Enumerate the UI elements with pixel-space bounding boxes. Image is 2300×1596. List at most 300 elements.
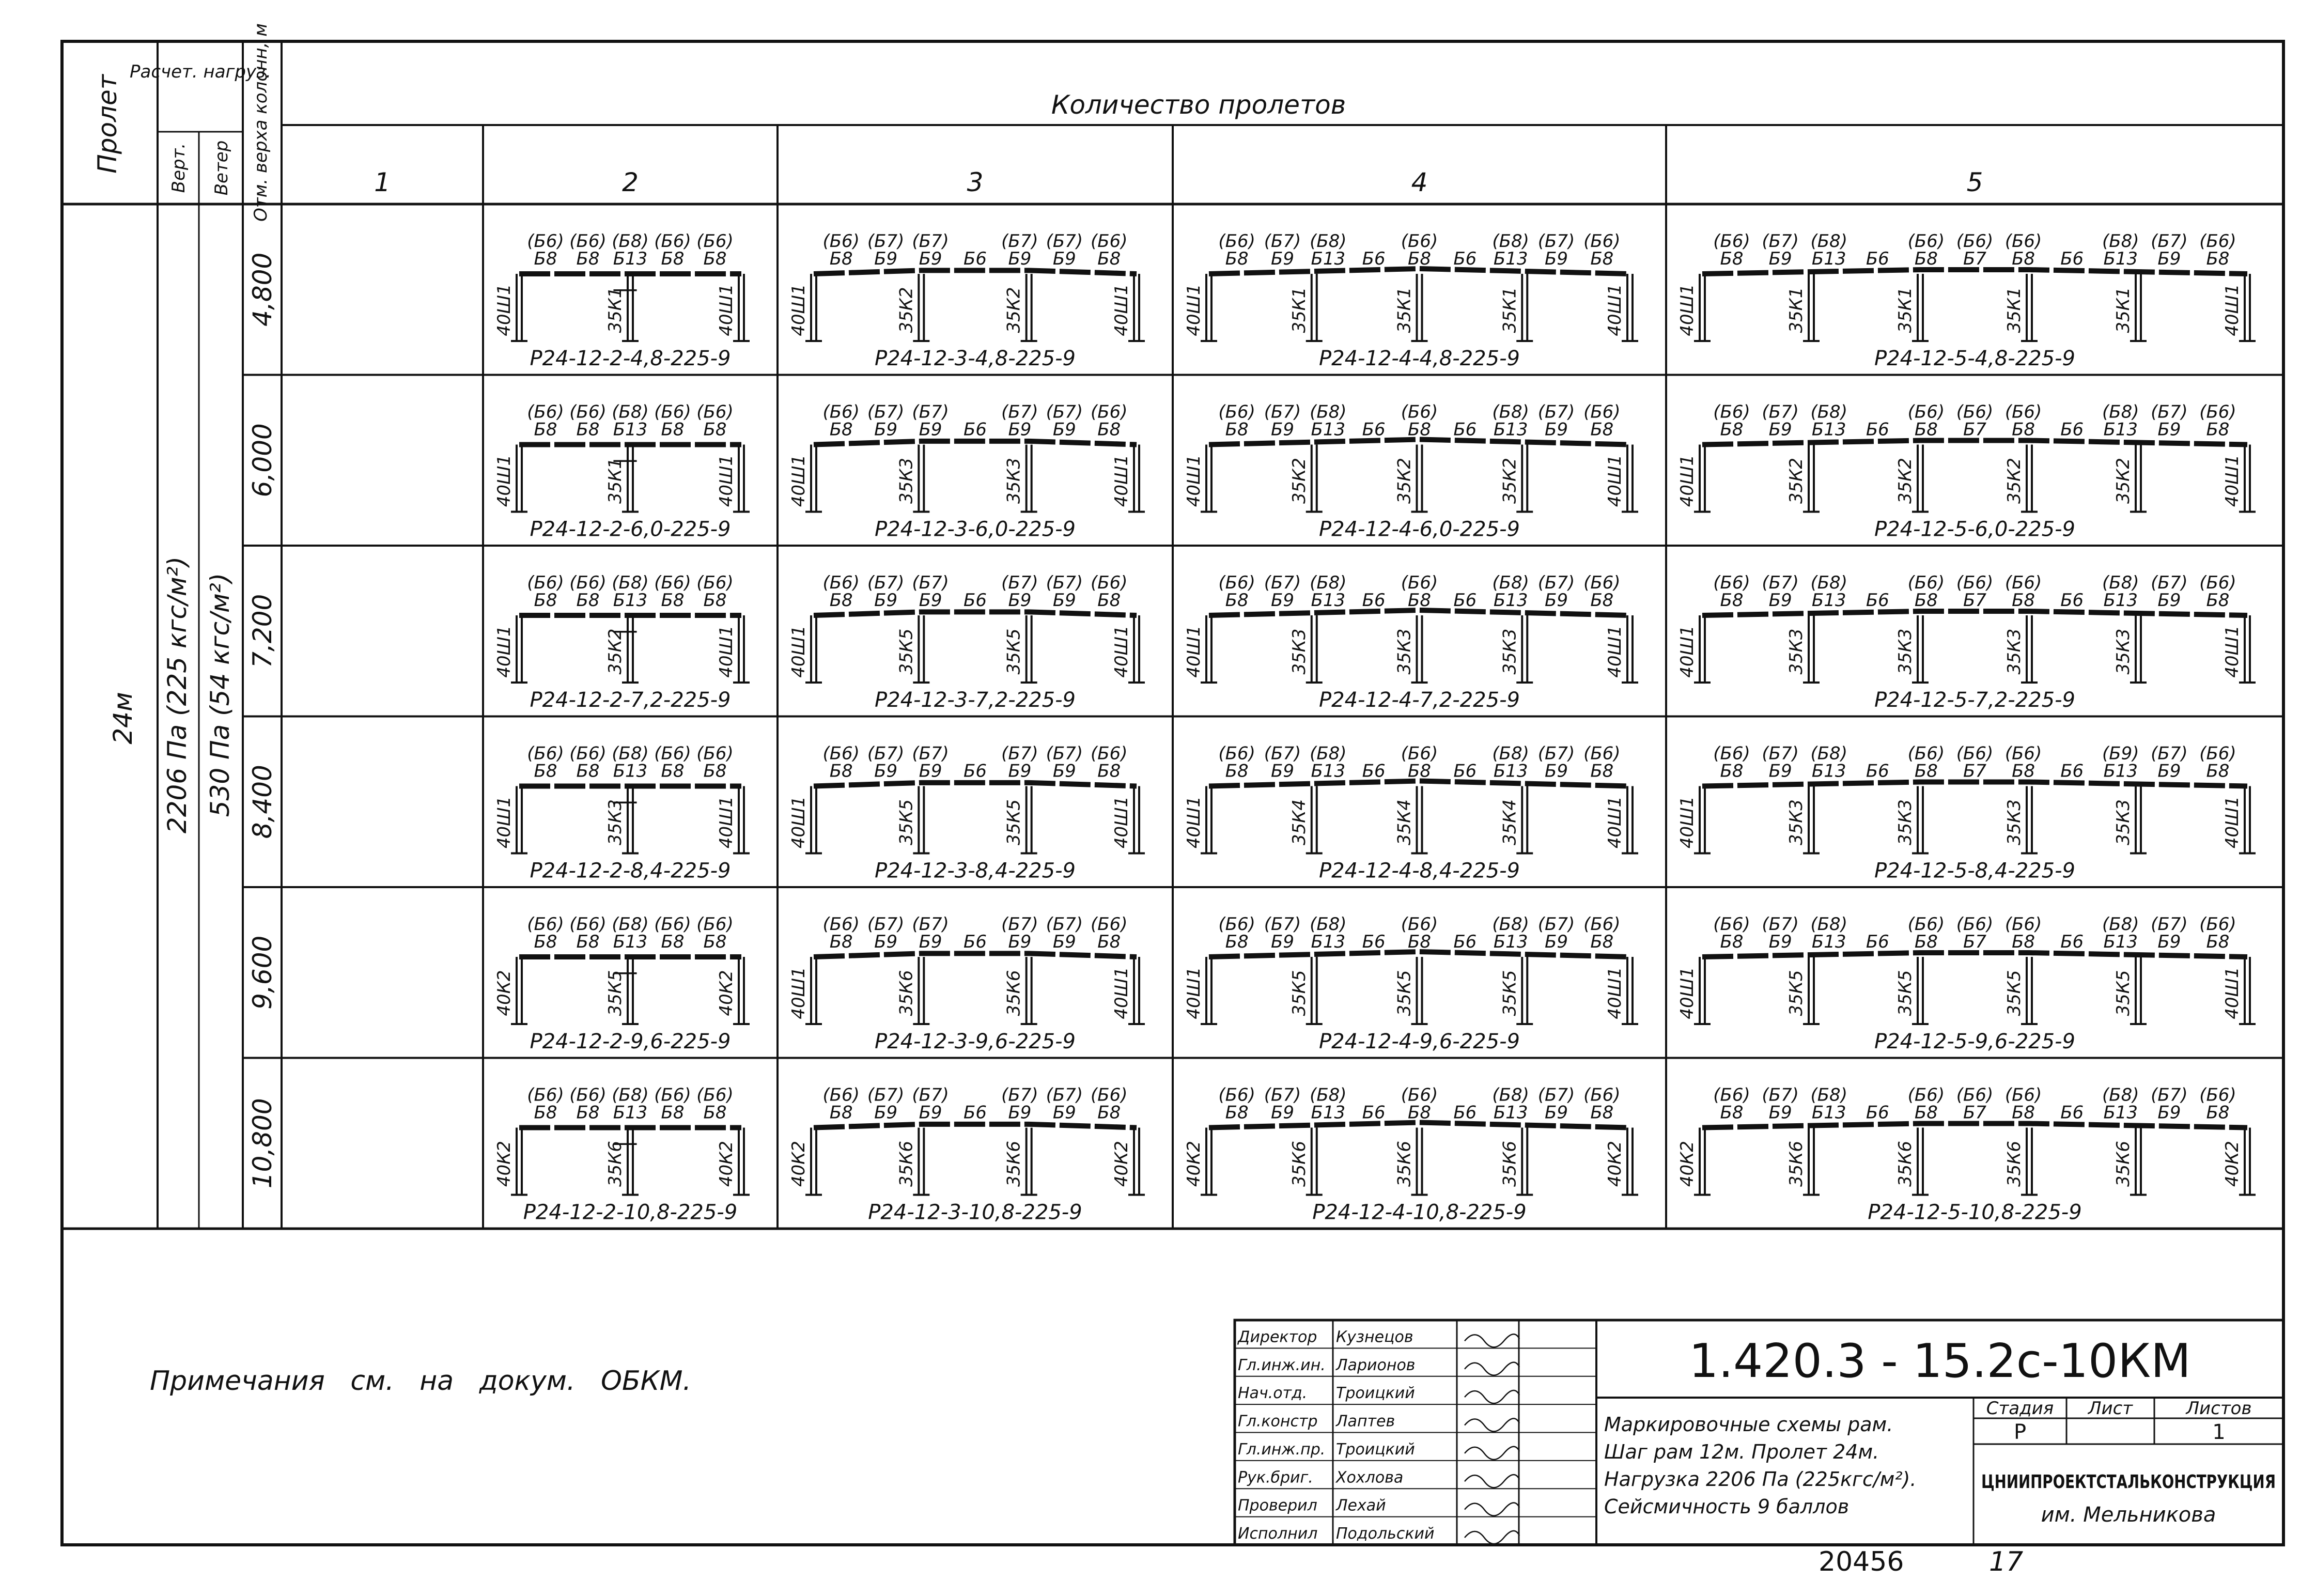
- beam-mark-bottom: Б8: [1408, 590, 1431, 611]
- beam-mark-top: (Б6): [1218, 401, 1255, 423]
- column-mark: 40Ш1: [494, 625, 515, 678]
- column-mark: 35К5: [896, 799, 917, 846]
- beam-mark-top: (Б7): [1537, 914, 1575, 935]
- beam-mark-bottom: Б9: [1052, 590, 1076, 611]
- beam-mark-top: (Б8): [2102, 401, 2139, 423]
- column-mark: 35К1: [1499, 287, 1520, 333]
- beam-mark-bottom: Б9: [1271, 1102, 1294, 1123]
- title-block-people: [1235, 1328, 1596, 1544]
- rafter-line: [814, 783, 1137, 786]
- beam-mark-top: (Б6): [1218, 1084, 1255, 1106]
- tb-name: Кузнецов: [1336, 1328, 1413, 1346]
- rafter-line: [1702, 1124, 2247, 1128]
- column-mark: 40К2: [494, 970, 515, 1016]
- beam-mark-bottom: Б13: [1493, 761, 1528, 782]
- beam-mark-top: (Б6): [2199, 231, 2236, 252]
- description-line-4: Сейсмичность 9 баллов: [1604, 1495, 1850, 1518]
- beam-mark-top: (Б7): [1264, 743, 1301, 764]
- scheme-code: Р24-12-5-9,6-225-9: [1874, 1030, 2075, 1053]
- column-mark: 40Ш1: [1605, 625, 1625, 678]
- beam-mark-top: (Б7): [1537, 572, 1575, 593]
- column-mark: 35К2: [1786, 457, 1807, 504]
- column-mark: 40Ш1: [1111, 625, 1132, 678]
- beam-mark-bottom: Б8: [576, 590, 600, 611]
- scheme-code: Р24-12-2-4,8-225-9: [530, 347, 731, 370]
- beam-mark-bottom: Б7: [1963, 1102, 1986, 1123]
- column-mark: 35К6: [896, 1140, 917, 1187]
- beam-mark-top: (Б6): [822, 231, 860, 252]
- beam-mark-top: (Б8): [1310, 914, 1347, 935]
- beam-mark-bottom: Б8: [534, 932, 557, 952]
- beam-mark-bottom: Б6: [963, 249, 987, 269]
- height-row: [247, 231, 2256, 370]
- beam-mark-bottom: Б6: [2060, 419, 2084, 440]
- beam-mark-top: (Б6): [1956, 231, 1994, 252]
- column-mark: 35К5: [1003, 799, 1024, 846]
- beam-mark-top: (Б7): [2151, 572, 2188, 593]
- beam-mark-bottom: Б7: [1963, 249, 1986, 269]
- column-mark: 35К6: [1003, 1140, 1024, 1187]
- beam-mark-bottom: Б13: [1493, 249, 1528, 269]
- column-mark: 40К2: [716, 970, 737, 1016]
- beam-mark-top: (Б7): [867, 572, 905, 593]
- beam-mark-top: (Б6): [696, 743, 734, 764]
- beam-mark-bottom: Б9: [1271, 590, 1294, 611]
- beam-mark-bottom: Б13: [2103, 249, 2138, 269]
- beam-mark-top: (Б6): [1907, 231, 1945, 252]
- description-line-1: Маркировочные схемы рам.: [1604, 1413, 1893, 1436]
- beam-mark-top: (Б6): [2004, 743, 2042, 764]
- beam-mark-top: (Б7): [867, 914, 905, 935]
- beam-mark-bottom: Б9: [2157, 761, 2181, 782]
- rafter-line: [1209, 1123, 1630, 1128]
- beam-mark-bottom: Б9: [1008, 419, 1032, 440]
- beam-mark-bottom: Б9: [1008, 932, 1032, 952]
- beam-mark-bottom: Б9: [919, 932, 942, 952]
- beam-mark-bottom: Б13: [1493, 1102, 1528, 1123]
- beam-mark-bottom: Б8: [703, 932, 727, 952]
- beam-mark-bottom: Б13: [2103, 1102, 2138, 1123]
- column-mark: 40К2: [2222, 1140, 2243, 1187]
- frame-scheme: [1677, 572, 2256, 712]
- beam-mark-bottom: Б8: [1914, 761, 1938, 782]
- scheme-code: Р24-12-4-7,2-225-9: [1319, 688, 1520, 712]
- beam-mark-bottom: Б8: [534, 419, 557, 440]
- beam-mark-top: (Б7): [1537, 231, 1575, 252]
- beam-mark-bottom: Б9: [874, 419, 898, 440]
- beam-mark-top: (Б6): [1583, 401, 1621, 423]
- column-mark: 35К1: [1895, 287, 1916, 333]
- beam-mark-top: (Б6): [1401, 1084, 1438, 1106]
- signature-scribble: [1465, 1503, 1519, 1516]
- beam-mark-top: (Б6): [1956, 401, 1994, 423]
- beam-mark-top: (Б7): [1264, 572, 1301, 593]
- beam-mark-top: (Б6): [1956, 572, 1994, 593]
- beam-mark-top: (Б6): [1713, 743, 1750, 764]
- beam-mark-top: (Б8): [1492, 401, 1529, 423]
- scheme-code: Р24-12-5-4,8-225-9: [1874, 347, 2075, 370]
- column-mark: 35К5: [1895, 970, 1916, 1016]
- beam-mark-top: (Б7): [1762, 401, 1799, 423]
- column-mark: 40Ш1: [494, 454, 515, 507]
- beam-mark-bottom: Б8: [829, 761, 853, 782]
- tb-name: Подольский: [1336, 1525, 1435, 1543]
- beam-mark-bottom: Б8: [829, 932, 853, 952]
- beam-mark-top: (Б8): [2102, 231, 2139, 252]
- tb-role: Гл.констр: [1238, 1412, 1318, 1431]
- column-mark: 35К3: [2113, 799, 2134, 846]
- beam-mark-bottom: Б13: [613, 419, 648, 440]
- span-count-labels: [374, 167, 1983, 197]
- beam-mark-top: (Б6): [1713, 914, 1750, 935]
- beam-mark-bottom: Б9: [2157, 249, 2181, 269]
- beam-mark-bottom: Б8: [576, 932, 600, 952]
- beam-mark-bottom: Б9: [874, 761, 898, 782]
- sheet-label: Лист: [2088, 1398, 2133, 1419]
- column-mark: 40Ш1: [1184, 284, 1204, 336]
- span-count-label: 2: [622, 167, 639, 197]
- beam-mark-bottom: Б8: [2206, 1102, 2230, 1123]
- tb-role: Директор: [1238, 1328, 1317, 1346]
- scheme-code: Р24-12-4-8,4-225-9: [1319, 859, 1520, 883]
- beam-mark-top: (Б7): [1264, 401, 1301, 423]
- beam-mark-top: (Б7): [1537, 401, 1575, 423]
- beam-mark-bottom: Б13: [1811, 761, 1846, 782]
- scheme-code: Р24-12-4-9,6-225-9: [1319, 1030, 1520, 1053]
- beam-mark-top: (Б7): [1264, 914, 1301, 935]
- beam-mark-bottom: Б8: [1590, 761, 1614, 782]
- tb-name: Ларионов: [1336, 1356, 1416, 1374]
- beam-mark-bottom: Б6: [1362, 590, 1386, 611]
- beam-mark-top: (Б7): [867, 231, 905, 252]
- beam-mark-bottom: Б6: [1453, 932, 1477, 952]
- sheets-label: Листов: [2186, 1398, 2252, 1419]
- beam-mark-bottom: Б8: [1225, 590, 1249, 611]
- column-mark: 40Ш1: [716, 284, 737, 336]
- beam-mark-top: (Б6): [527, 743, 564, 764]
- beam-mark-bottom: Б8: [1408, 249, 1431, 269]
- frame-scheme: [1677, 231, 2256, 370]
- beam-mark-top: (Б8): [1492, 743, 1529, 764]
- height-row: [247, 402, 2256, 541]
- beam-mark-bottom: Б6: [963, 590, 987, 611]
- column-mark: 40Ш1: [1111, 454, 1132, 507]
- beam-mark-bottom: Б13: [1811, 932, 1846, 952]
- frame-scheme: [1184, 914, 1638, 1053]
- beam-mark-bottom: Б8: [703, 590, 727, 611]
- tb-name: Хохлова: [1336, 1468, 1404, 1487]
- beam-mark-top: (Б7): [1264, 231, 1301, 252]
- beam-mark-bottom: Б8: [576, 419, 600, 440]
- beam-mark-bottom: Б8: [1720, 1102, 1744, 1123]
- column-mark: 35К5: [1394, 970, 1415, 1016]
- beam-mark-top: (Б6): [2199, 743, 2236, 764]
- beam-mark-top: (Б6): [2199, 572, 2236, 593]
- beam-mark-bottom: Б8: [1097, 761, 1121, 782]
- beam-mark-bottom: Б8: [661, 590, 685, 611]
- beam-mark-top: (Б7): [2151, 743, 2188, 764]
- beam-mark-top: (Б6): [527, 231, 564, 252]
- header-col-span: Пролет: [92, 74, 122, 174]
- beam-mark-top: (Б6): [1091, 401, 1128, 423]
- beam-mark-bottom: Б8: [2206, 249, 2230, 269]
- beam-mark-bottom: Б13: [613, 932, 648, 952]
- column-mark: 35К6: [2113, 1140, 2134, 1187]
- beam-mark-top: (Б6): [2004, 231, 2042, 252]
- beam-mark-top: (Б6): [527, 914, 564, 935]
- column-mark: 40К2: [788, 1140, 809, 1187]
- beam-mark-bottom: Б6: [1866, 932, 1889, 952]
- inventory-number: 20456: [1819, 1546, 1904, 1577]
- beam-mark-bottom: Б6: [1866, 761, 1889, 782]
- beam-mark-bottom: Б9: [1545, 419, 1568, 440]
- column-mark: 35К1: [2113, 287, 2134, 333]
- beam-mark-top: (Б6): [822, 1084, 860, 1106]
- column-mark: 35К5: [1786, 970, 1807, 1016]
- beam-mark-top: (Б6): [2004, 1084, 2042, 1106]
- tb-role: Нач.отд.: [1238, 1384, 1308, 1403]
- beam-mark-top: (Б7): [1046, 1084, 1083, 1106]
- beam-mark-top: (Б7): [1762, 1084, 1799, 1106]
- column-mark: 40Ш1: [494, 284, 515, 336]
- beam-mark-top: (Б6): [654, 1084, 691, 1106]
- beam-mark-bottom: Б6: [963, 761, 987, 782]
- beam-mark-bottom: Б9: [1545, 1102, 1568, 1123]
- stage-label: Стадия: [1986, 1398, 2054, 1419]
- column-mark: 40Ш1: [1184, 625, 1204, 678]
- beam-mark-top: (Б6): [1713, 572, 1750, 593]
- beam-mark-top: (Б6): [696, 401, 734, 423]
- beam-mark-bottom: Б9: [1052, 419, 1076, 440]
- scheme-code: Р24-12-2-6,0-225-9: [530, 517, 731, 541]
- column-mark: 35К6: [1786, 1140, 1807, 1187]
- span-count-label: 4: [1411, 167, 1428, 197]
- beam-mark-bottom: Б8: [2012, 419, 2035, 440]
- column-mark: 40Ш1: [716, 625, 737, 678]
- beam-mark-bottom: Б8: [1590, 590, 1614, 611]
- column-mark: 40К2: [494, 1140, 515, 1187]
- beam-mark-top: (Б7): [1537, 1084, 1575, 1106]
- column-mark: 35К1: [605, 287, 626, 333]
- frame-scheme: [1184, 1085, 1638, 1225]
- beam-mark-top: (Б6): [527, 401, 564, 423]
- column-mark: 35К4: [1394, 799, 1415, 846]
- column-mark: 35К1: [2004, 287, 2025, 333]
- column-mark: 40Ш1: [1111, 967, 1132, 1019]
- column-mark: 40К2: [1111, 1140, 1132, 1187]
- beam-mark-top: (Б6): [569, 914, 607, 935]
- scheme-code: Р24-12-3-4,8-225-9: [875, 347, 1076, 370]
- beam-mark-bottom: Б13: [2103, 419, 2138, 440]
- beam-mark-top: (Б6): [2199, 401, 2236, 423]
- column-mark: 35К3: [1895, 799, 1916, 846]
- tb-role: Гл.инж.пр.: [1238, 1440, 1326, 1459]
- beam-mark-bottom: Б6: [1362, 761, 1386, 782]
- description-line-2: Шаг рам 12м. Пролет 24м.: [1604, 1440, 1879, 1463]
- beam-mark-bottom: Б6: [1362, 249, 1386, 269]
- column-mark: 35К2: [2004, 457, 2025, 504]
- tb-name: Лехай: [1336, 1496, 1386, 1515]
- beam-mark-bottom: Б8: [1097, 419, 1121, 440]
- frame-scheme: [788, 914, 1145, 1053]
- beam-mark-top: (Б6): [1907, 914, 1945, 935]
- beam-mark-bottom: Б8: [534, 590, 557, 611]
- description-line-3: Нагрузка 2206 Па (225кгс/м²).: [1604, 1468, 1917, 1491]
- scheme-code: Р24-12-5-7,2-225-9: [1874, 688, 2075, 712]
- beam-mark-bottom: Б9: [1008, 590, 1032, 611]
- beam-mark-bottom: Б8: [1225, 419, 1249, 440]
- beam-mark-top: (Б6): [654, 401, 691, 423]
- beam-mark-top: (Б6): [1583, 231, 1621, 252]
- beam-mark-bottom: Б6: [2060, 590, 2084, 611]
- height-value: 4,800: [247, 252, 277, 327]
- beam-mark-bottom: Б13: [2103, 932, 2138, 952]
- column-mark: 35К3: [2113, 628, 2134, 675]
- tb-name: Троицкий: [1336, 1384, 1415, 1403]
- column-mark: 35К2: [1895, 457, 1916, 504]
- beam-mark-bottom: Б8: [661, 932, 685, 952]
- stage-value: Р: [2013, 1420, 2027, 1444]
- beam-mark-bottom: Б13: [1811, 590, 1846, 611]
- column-mark: 35К3: [2004, 628, 2025, 675]
- beam-mark-bottom: Б8: [661, 419, 685, 440]
- beam-mark-bottom: Б6: [2060, 249, 2084, 269]
- beam-mark-top: (Б7): [1762, 231, 1799, 252]
- beam-mark-top: (Б8): [612, 572, 649, 593]
- column-mark: 40К2: [1184, 1140, 1204, 1187]
- column-mark: 40Ш1: [1677, 284, 1698, 336]
- beam-mark-bottom: Б9: [874, 249, 898, 269]
- column-mark: 40Ш1: [1111, 796, 1132, 849]
- beam-mark-top: (Б7): [912, 1084, 949, 1106]
- beam-mark-bottom: Б6: [1866, 419, 1889, 440]
- beam-mark-top: (Б7): [2151, 231, 2188, 252]
- beam-mark-top: (Б7): [2151, 401, 2188, 423]
- column-mark: 35К5: [1499, 970, 1520, 1016]
- beam-mark-bottom: Б6: [2060, 1102, 2084, 1123]
- frame-scheme: [1184, 231, 1638, 370]
- beam-mark-bottom: Б8: [576, 1102, 600, 1123]
- scheme-code: Р24-12-2-7,2-225-9: [530, 688, 731, 712]
- beam-mark-top: (Б8): [1810, 572, 1847, 593]
- beam-mark-bottom: Б8: [1408, 932, 1431, 952]
- beam-mark-top: (Б6): [696, 572, 734, 593]
- beam-mark-top: (Б8): [1810, 231, 1847, 252]
- beam-mark-top: (Б6): [1956, 743, 1994, 764]
- beam-mark-bottom: Б13: [1311, 419, 1346, 440]
- beam-mark-top: (Б6): [654, 743, 691, 764]
- frame-scheme: [788, 572, 1145, 712]
- tb-role: Исполнил: [1238, 1525, 1318, 1543]
- column-mark: 35К6: [1003, 970, 1024, 1016]
- column-mark: 40Ш1: [2222, 796, 2243, 849]
- beam-mark-bottom: Б8: [2206, 590, 2230, 611]
- frame-scheme: [788, 743, 1145, 883]
- beam-mark-bottom: Б6: [1453, 590, 1477, 611]
- beam-mark-bottom: Б9: [1768, 590, 1792, 611]
- beam-mark-bottom: Б9: [2157, 932, 2181, 952]
- beam-mark-bottom: Б8: [1914, 932, 1938, 952]
- beam-mark-bottom: Б9: [1768, 419, 1792, 440]
- beam-mark-bottom: Б8: [576, 249, 600, 269]
- rafter-line: [814, 953, 1137, 957]
- scheme-code: Р24-12-3-10,8-225-9: [868, 1200, 1082, 1225]
- beam-mark-top: (Б6): [654, 572, 691, 593]
- tb-name: Троицкий: [1336, 1440, 1415, 1459]
- beam-mark-top: (Б6): [1218, 572, 1255, 593]
- beam-mark-top: (Б8): [1810, 401, 1847, 423]
- tb-role: Гл.инж.ин.: [1238, 1356, 1326, 1374]
- rafter-line: [1209, 781, 1630, 786]
- beam-mark-top: (Б8): [1492, 572, 1529, 593]
- beam-mark-bottom: Б6: [1362, 932, 1386, 952]
- beam-mark-bottom: Б9: [1768, 1102, 1792, 1123]
- beam-mark-bottom: Б9: [1545, 590, 1568, 611]
- beam-mark-bottom: Б7: [1963, 419, 1986, 440]
- signature-scribble: [1465, 1390, 1519, 1403]
- column-mark: 35К1: [1786, 287, 1807, 333]
- beam-mark-bottom: Б7: [1963, 590, 1986, 611]
- beam-mark-bottom: Б8: [1225, 761, 1249, 782]
- column-mark: 35К3: [1499, 628, 1520, 675]
- doc-code: 1.420.3 - 15.2с-10КМ: [1689, 1334, 2191, 1388]
- scheme-code: Р24-12-3-7,2-225-9: [875, 688, 1076, 712]
- beam-mark-bottom: Б9: [1008, 1102, 1032, 1123]
- column-mark: 35К3: [1895, 628, 1916, 675]
- signature-scribble: [1465, 1447, 1519, 1460]
- beam-mark-bottom: Б8: [829, 590, 853, 611]
- beam-mark-top: (Б6): [1713, 1084, 1750, 1106]
- scheme-code: Р24-12-5-6,0-225-9: [1874, 517, 2075, 541]
- beam-mark-top: (Б7): [912, 743, 949, 764]
- scheme-code: Р24-12-2-10,8-225-9: [523, 1200, 738, 1225]
- column-mark: 40Ш1: [1184, 967, 1204, 1019]
- column-mark: 35К3: [2004, 799, 2025, 846]
- beam-mark-bottom: Б9: [1545, 761, 1568, 782]
- beam-mark-bottom: Б9: [1008, 249, 1032, 269]
- height-value: 8,400: [247, 765, 277, 839]
- header-col-height: Отм. верха колонн, м: [251, 23, 271, 222]
- tb-role: Проверил: [1238, 1496, 1317, 1515]
- beam-mark-top: (Б7): [1046, 572, 1083, 593]
- beam-mark-top: (Б7): [912, 401, 949, 423]
- column-mark: 40Ш1: [788, 625, 809, 678]
- beam-mark-top: (Б8): [612, 231, 649, 252]
- beam-mark-bottom: Б8: [1590, 1102, 1614, 1123]
- beam-mark-bottom: Б8: [829, 249, 853, 269]
- rafter-line: [814, 270, 1137, 274]
- rafter-line: [1209, 440, 1630, 445]
- beam-mark-bottom: Б13: [1493, 590, 1528, 611]
- column-mark: 35К1: [1394, 287, 1415, 333]
- header-quantity-title: Количество пролетов: [1051, 90, 1346, 120]
- beam-mark-bottom: Б8: [703, 249, 727, 269]
- rafter-line: [1702, 611, 2247, 615]
- beam-mark-top: (Б6): [654, 231, 691, 252]
- height-value: 9,600: [247, 935, 277, 1010]
- column-mark: 40Ш1: [1677, 967, 1698, 1019]
- beam-mark-bottom: Б8: [1097, 249, 1121, 269]
- column-mark: 35К2: [896, 287, 917, 333]
- column-mark: 40Ш1: [788, 967, 809, 1019]
- column-mark: 40Ш1: [2222, 454, 2243, 507]
- sheets-value: 1: [2212, 1420, 2226, 1444]
- beam-mark-bottom: Б8: [534, 1102, 557, 1123]
- beam-mark-top: (Б8): [612, 401, 649, 423]
- beam-mark-top: (Б8): [612, 1084, 649, 1106]
- beam-mark-top: (Б6): [1091, 231, 1128, 252]
- beam-mark-top: (Б8): [1492, 914, 1529, 935]
